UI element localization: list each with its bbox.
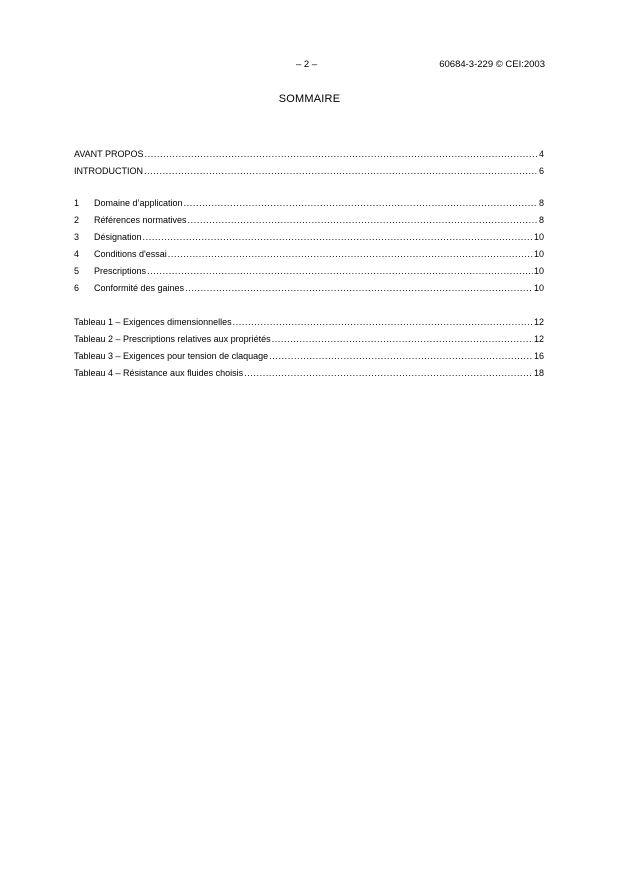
toc-entry-clause-2[interactable]	[74, 212, 544, 229]
toc-entry-table-1[interactable]	[74, 314, 544, 331]
toc-entry-table-2[interactable]	[74, 331, 544, 348]
toc-entry-label: Tableau 1 – Exigences dimensionnelles	[74, 317, 232, 327]
toc-entry-label: Références normatives	[94, 215, 187, 225]
toc-entry-table-4[interactable]	[74, 365, 544, 382]
toc-entry-label: Conformité des gaines	[94, 283, 185, 293]
toc-entry-label: INTRODUCTION	[74, 166, 143, 176]
toc-entry-clause-1[interactable]	[74, 195, 544, 212]
toc-leader-dots	[184, 195, 538, 212]
toc-tables	[74, 314, 544, 382]
toc-entry-number: 4	[74, 249, 80, 259]
toc-entry-page: 12	[533, 334, 544, 344]
toc-entry-page: 8	[538, 215, 544, 225]
toc-entry-page: 8	[538, 198, 544, 208]
toc-leader-dots	[272, 331, 533, 348]
toc-leader-dots	[269, 348, 533, 365]
toc-entry-page: 6	[538, 166, 544, 176]
toc-entry-label: Tableau 2 – Prescriptions relatives aux propriétés	[74, 334, 271, 344]
toc-leader-dots	[144, 163, 538, 180]
toc-entry-label: AVANT PROPOS	[74, 149, 144, 159]
toc-entry-page: 10	[533, 249, 544, 259]
toc-entry-page: 4	[538, 149, 544, 159]
page-title: SOMMAIRE	[278, 93, 341, 105]
toc-leader-dots	[244, 365, 533, 382]
toc-entry-label: Tableau 3 – Exigences pour tension de claquage	[74, 351, 269, 361]
toc-leader-dots	[185, 280, 533, 297]
toc-entry-number: 2	[74, 215, 80, 225]
toc-leader-dots	[168, 246, 533, 263]
toc-entry-number: 1	[74, 198, 80, 208]
toc-leader-dots	[188, 212, 538, 229]
toc-leader-dots	[143, 229, 533, 246]
toc-entry-avant-propos[interactable]	[74, 146, 544, 163]
toc-entry-page: 10	[533, 266, 544, 276]
toc-entry-label: Domaine d’application	[94, 198, 183, 208]
toc-entry-label: Prescriptions	[94, 266, 147, 276]
toc-entry-clause-5[interactable]	[74, 263, 544, 280]
page-number: – 2 –	[296, 59, 318, 70]
toc-entry-clause-4[interactable]	[74, 246, 544, 263]
toc-entry-label: Conditions d'essai	[94, 249, 167, 259]
toc-leader-dots	[233, 314, 533, 331]
toc-entry-introduction[interactable]	[74, 163, 544, 180]
toc-leader-dots	[147, 263, 533, 280]
toc-entry-label: Tableau 4 – Résistance aux fluides choisis	[74, 368, 244, 378]
document-reference: 60684-3-229 © CEI:2003	[439, 59, 545, 70]
toc-entry-clause-3[interactable]	[74, 229, 544, 246]
toc-entry-label: Désignation	[94, 232, 142, 242]
toc-entry-clause-6[interactable]	[74, 280, 544, 297]
toc-leader-dots	[145, 146, 538, 163]
toc-entry-number: 5	[74, 266, 80, 276]
toc-entry-page: 16	[533, 351, 544, 361]
toc-clauses	[74, 195, 544, 297]
toc-front-matter	[74, 146, 544, 180]
toc-entry-page: 18	[533, 368, 544, 378]
toc-entry-number: 6	[74, 283, 80, 293]
toc-entry-table-3[interactable]	[74, 348, 544, 365]
toc-entry-page: 12	[533, 317, 544, 327]
toc-entry-page: 10	[533, 283, 544, 293]
toc-entry-page: 10	[533, 232, 544, 242]
toc-entry-number: 3	[74, 232, 80, 242]
